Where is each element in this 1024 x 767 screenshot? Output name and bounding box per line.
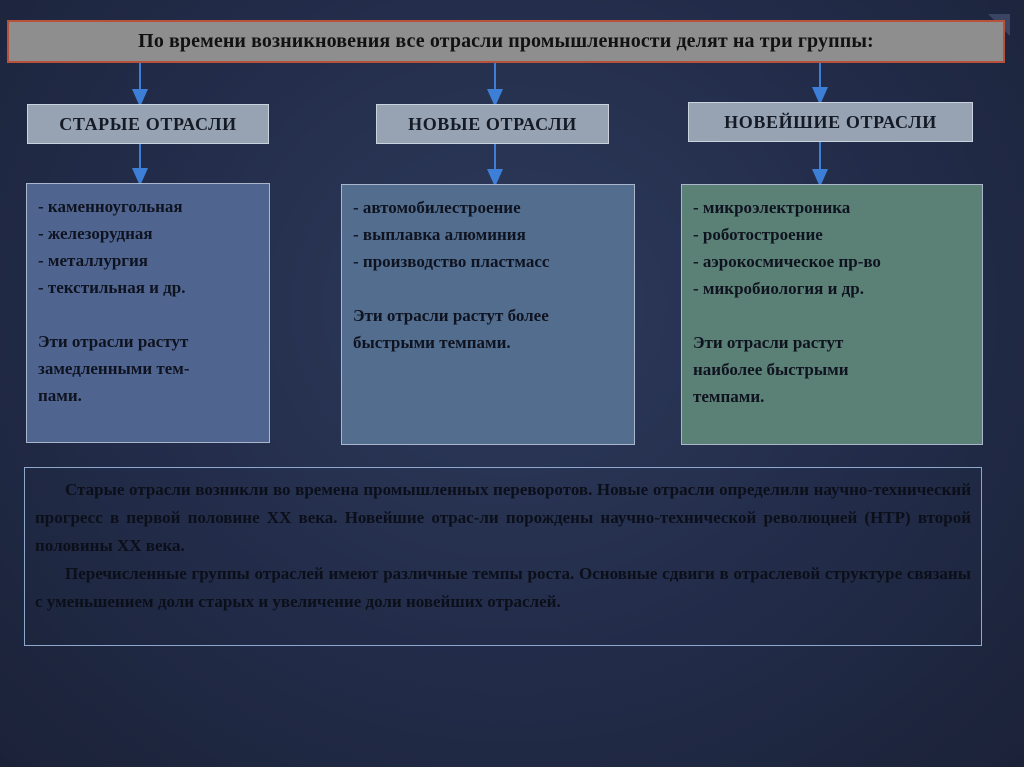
header-newest-industries: НОВЕЙШИЕ ОТРАСЛИ [688,102,973,142]
header-old-industries: СТАРЫЕ ОТРАСЛИ [27,104,269,144]
growth-note: быстрыми темпами. [353,333,511,352]
growth-note: пами. [38,386,82,405]
summary-paragraph: Перечисленные группы отраслей имеют различные темпы роста. Основные сдвиги в отраслевой структуре связаны с уменьшением доли старых и увеличение доли новейших отраслей. [35,564,971,611]
list-item: - микробиология и др. [693,279,864,298]
growth-note: Эти отрасли растут [38,332,189,351]
list-item: - роботостроение [693,225,823,244]
new-industries-box [341,184,635,445]
diagram-title: По времени возникновения все отрасли промышленности делят на три группы: [7,20,1005,63]
list-item: - железорудная [38,224,153,243]
newest-industries-box [681,184,983,445]
list-item: - автомобилестроение [353,198,521,217]
growth-note: замедленными тем- [38,359,190,378]
growth-note: Эти отрасли растут [693,333,844,352]
list-item: - текстильная и др. [38,278,186,297]
summary-paragraph: Старые отрасли возникли во времена промышленных переворотов. Новые отрасли определили научно-технический прогресс в первой половине XX века. Новейшие отрас-ли порождены научно-технической революцией (НТР) второй половины XX века. [35,480,971,555]
list-item: - выплавка алюминия [353,225,526,244]
list-item: - каменноугольная [38,197,183,216]
list-item: - металлургия [38,251,148,270]
old-industries-box [26,183,270,443]
summary-text-box [24,467,982,646]
list-item: - производство пластмасс [353,252,550,271]
growth-note: Эти отрасли растут более [353,306,549,325]
growth-note: наиболее быстрыми [693,360,849,379]
header-new-industries: НОВЫЕ ОТРАСЛИ [376,104,609,144]
growth-note: темпами. [693,387,765,406]
list-item: - микроэлектроника [693,198,851,217]
list-item: - аэрокосмическое пр-во [693,252,881,271]
